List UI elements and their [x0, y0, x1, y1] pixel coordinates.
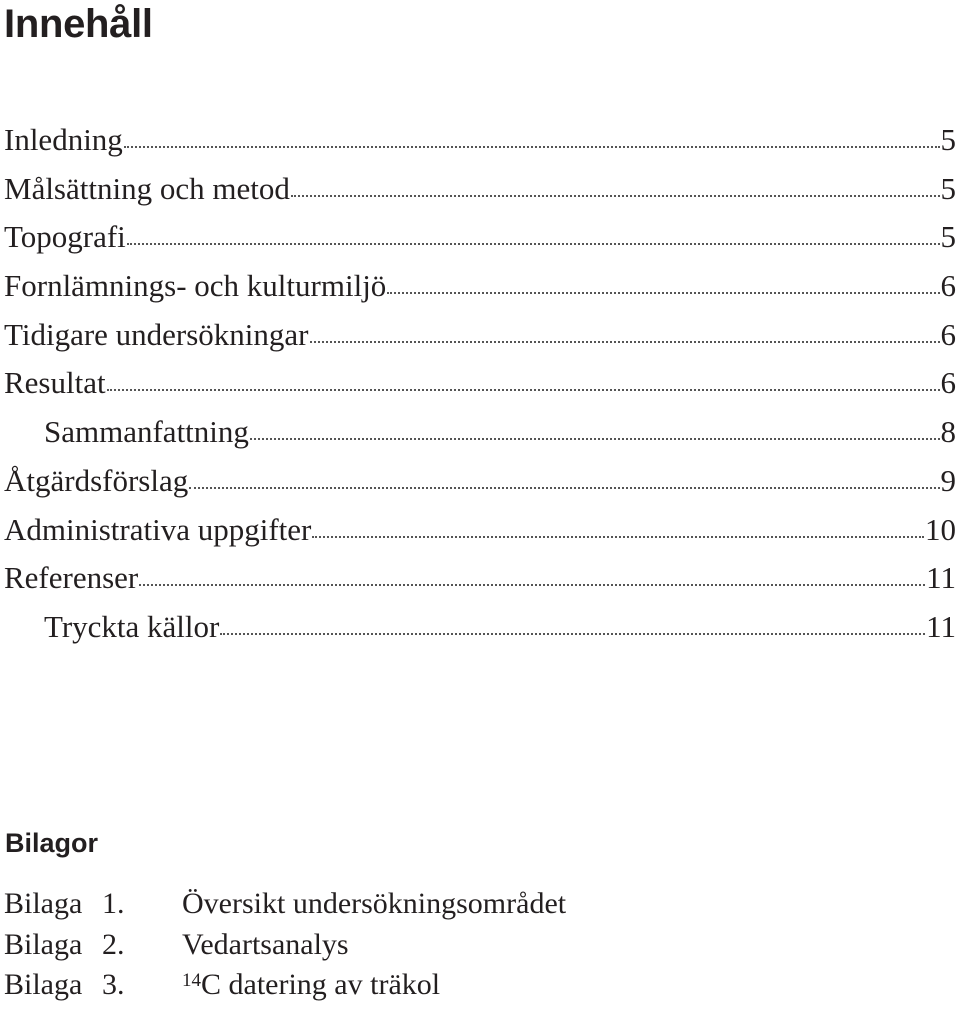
dot-leader	[127, 241, 940, 245]
dot-leader	[312, 534, 924, 538]
bilaga-description-text: Översikt undersökningsområdet	[182, 887, 567, 920]
toc-entry-title: Tidigare undersökningar	[4, 316, 309, 352]
toc-entry-page-number: 9	[940, 462, 956, 498]
bilaga-description-text: Vedartsanalys	[182, 927, 349, 961]
toc-entry[interactable]	[0, 457, 956, 506]
bilaga-label: Bilaga	[4, 968, 83, 1001]
dot-leader	[124, 144, 940, 148]
bilagor-heading: Bilagor	[5, 828, 99, 858]
dot-leader	[139, 582, 925, 586]
bilaga-label: Bilaga	[4, 887, 83, 920]
toc-entry-page-number: 11	[926, 608, 956, 644]
toc-entry-page-number: 10	[925, 511, 956, 547]
bilaga-entry	[0, 884, 960, 925]
bilaga-entry	[0, 925, 960, 966]
toc-entry[interactable]	[0, 554, 956, 603]
toc-entry[interactable]	[0, 116, 956, 165]
toc-entry-title: Referenser	[4, 560, 139, 596]
toc-entry[interactable]	[0, 603, 956, 652]
page-title: Innehåll	[4, 2, 153, 46]
toc-entry-page-number: 6	[940, 268, 956, 304]
bilaga-label: Bilaga	[4, 927, 83, 961]
bilaga-number: 2.	[102, 927, 125, 961]
toc-entry-title: Topografi	[4, 219, 126, 255]
dot-leader	[220, 631, 925, 635]
toc-entry-page-number: 8	[940, 414, 956, 450]
bilaga-description	[182, 884, 566, 925]
toc-entry[interactable]	[0, 213, 956, 262]
bilaga-entry	[0, 965, 960, 1006]
dot-leader	[291, 193, 940, 197]
bilaga-number: 3.	[102, 968, 125, 1001]
toc-entry-title: Resultat	[4, 365, 106, 401]
toc-entry-page-number: 5	[940, 170, 956, 206]
toc-entry-title: Åtgärdsförslag	[4, 462, 189, 498]
toc-entry[interactable]	[0, 506, 956, 555]
toc-entry[interactable]	[0, 408, 956, 457]
bilaga-superscript: 14	[182, 970, 201, 991]
bilaga-number: 1.	[102, 887, 125, 920]
toc-entry-title: Inledning	[4, 122, 123, 157]
bilagor-list	[0, 884, 960, 1006]
bilaga-description	[182, 925, 349, 966]
bilaga-description-text: C datering av träkol	[201, 968, 441, 1001]
toc-entry-title: Sammanfattning	[44, 414, 249, 450]
table-of-contents	[0, 116, 956, 652]
toc-entry-title: Målsättning och metod	[4, 170, 290, 206]
toc-entry-title: Tryckta källor	[44, 608, 220, 644]
toc-entry-title: Fornlämnings- och kulturmiljö	[4, 268, 387, 304]
toc-entry[interactable]	[0, 359, 956, 408]
toc-entry[interactable]	[0, 262, 956, 311]
dot-leader	[387, 290, 939, 294]
toc-entry-page-number: 6	[940, 365, 956, 401]
toc-entry[interactable]	[0, 165, 956, 214]
dot-leader	[250, 436, 940, 440]
dot-leader	[310, 339, 940, 343]
toc-entry[interactable]	[0, 311, 956, 360]
bilaga-description	[182, 965, 440, 1006]
toc-entry-title: Administrativa uppgifter	[4, 511, 312, 547]
toc-entry-page-number: 5	[940, 219, 956, 255]
toc-entry-page-number: 6	[940, 316, 956, 352]
toc-entry-page-number: 11	[926, 560, 956, 596]
dot-leader	[107, 387, 940, 391]
dot-leader	[189, 485, 939, 489]
toc-entry-page-number: 5	[940, 122, 956, 157]
